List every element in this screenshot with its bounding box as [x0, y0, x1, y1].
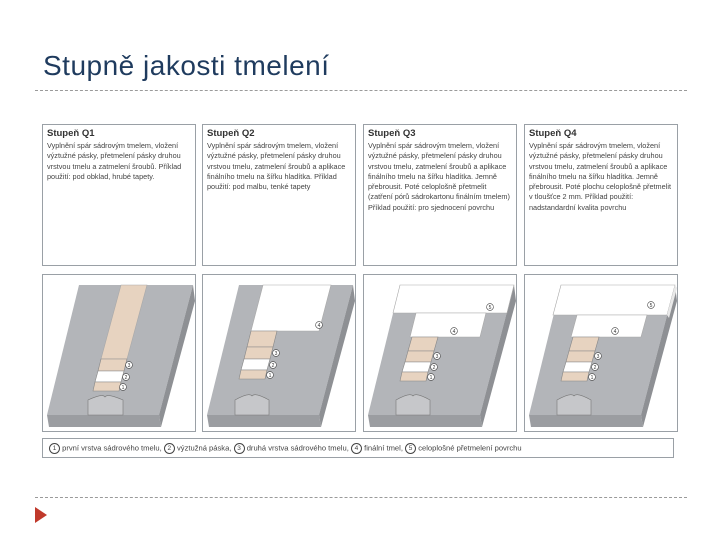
joint-groove [235, 395, 269, 415]
board-front [368, 415, 482, 427]
final-filler-strip [571, 315, 647, 337]
panel-q1-text [42, 124, 196, 266]
legend-text-4: finální tmel, [364, 443, 403, 453]
svg-text:1: 1 [268, 372, 272, 379]
slide-title: Stupně jakosti tmelení [43, 50, 330, 81]
layer-2 [95, 371, 124, 382]
drywall-q3-drawing [364, 275, 516, 431]
legend-marker-5: 5 [405, 443, 416, 454]
svg-text:2: 2 [271, 362, 275, 369]
panel-q1-title: Stupeň Q1 [47, 128, 95, 139]
joint-groove [396, 395, 430, 415]
illustration-q2 [202, 274, 356, 432]
panel-q2-title: Stupeň Q2 [207, 128, 255, 139]
svg-text:1: 1 [429, 374, 433, 381]
tape-strip [247, 331, 277, 347]
panel-q2-text [202, 124, 356, 266]
svg-text:1: 1 [590, 374, 594, 381]
layer-2 [402, 362, 431, 372]
illustration-q1 [42, 274, 196, 432]
drywall-q4-drawing [525, 275, 677, 431]
layer-2 [563, 362, 592, 372]
drywall-q2-drawing [203, 275, 355, 431]
svg-text:3: 3 [435, 353, 439, 360]
legend-marker-4: 4 [351, 443, 362, 454]
panel-q3-text [363, 124, 517, 266]
svg-text:5: 5 [649, 302, 653, 309]
legend-marker-3: 3 [234, 443, 245, 454]
panel-q4-text [524, 124, 678, 266]
tape-strip [408, 337, 438, 351]
drywall-q1-drawing [43, 275, 195, 431]
panel-q4-title: Stupeň Q4 [529, 128, 577, 139]
panel-q3-title: Stupeň Q3 [368, 128, 416, 139]
overall-skim-coat [393, 285, 514, 313]
layer-2 [241, 359, 270, 370]
layer-3 [405, 351, 434, 362]
svg-text:3: 3 [127, 362, 131, 369]
overall-skim-coat [553, 285, 675, 315]
svg-text:4: 4 [317, 322, 321, 329]
bottom-divider [35, 497, 687, 498]
layer-1 [400, 372, 428, 381]
board-front [47, 415, 161, 427]
svg-text:5: 5 [488, 304, 492, 311]
svg-text:2: 2 [593, 364, 597, 371]
layer-3 [98, 359, 127, 371]
svg-text:2: 2 [432, 364, 436, 371]
legend-text-2: výztužná páska, [176, 443, 232, 453]
panel-q1-body: Vyplnění spár sádrovým tmelem, vložení výztužné pásky, přetmelení pásky druhou vrstvou tmelu a zatmelení šroubů. Příklad použití: pod obklad, hrubé tapety. [47, 141, 182, 181]
layer-1 [93, 382, 121, 391]
legend [42, 438, 674, 458]
quality-levels-figure [36, 118, 682, 458]
layer-1 [239, 370, 267, 379]
board-front [529, 415, 643, 427]
layer-3 [566, 351, 595, 362]
illustration-q3 [363, 274, 517, 432]
legend-text-3: druhá vrstva sádrového tmelu, [246, 443, 349, 453]
panel-q3-body: Vyplnění spár sádrovým tmelem, vložení výztužné pásky, přetmelení pásky druhou vrstvou tmelu, zatmelení šroubů a aplikace finálního tmelu na šířku hladítka. Jemně přebrousit. Poté celoplošně přetmelit (zatření pórů sádrokartonu finálním tmelem) Příklad použití: pro sjednocení povrchu [368, 141, 510, 212]
svg-text:1: 1 [121, 384, 125, 391]
svg-text:4: 4 [452, 328, 456, 335]
legend-marker-2: 2 [164, 443, 175, 454]
joint-groove [557, 395, 591, 415]
next-slide-arrow-icon[interactable] [34, 506, 48, 524]
legend-marker-1: 1 [49, 443, 60, 454]
svg-text:3: 3 [596, 353, 600, 360]
layer-3 [244, 347, 273, 359]
svg-text:3: 3 [274, 350, 278, 357]
illustration-q4 [524, 274, 678, 432]
legend-text-5: celoplošné přetmelení povrchu [418, 443, 522, 453]
tape-strip [569, 337, 599, 351]
top-divider [35, 90, 687, 91]
final-filler-strip [410, 313, 486, 337]
panel-q2-body: Vyplnění spár sádrovým tmelem, vložení výztužné pásky, přetmelení pásky druhou vrstvou tmelu, zatmelení šroubů a aplikace finálního tmelu na šířku hladítka. Příklad použití: pod malbu, tenké tapety [207, 141, 346, 192]
legend-text-1: první vrstva sádrového tmelu, [62, 443, 162, 453]
svg-text:2: 2 [124, 374, 128, 381]
board-front [207, 415, 321, 427]
panel-q4-body: Vyplnění spár sádrovým tmelem, vložení výztužné pásky, přetmelení pásky druhou vrstvou tmelu, zatmelení šroubů a aplikace finálního tmelu na šířku hladítka. Jemně přebrousit. Poté plochu celoplošně přetmelit v tloušťce 2 mm. Příklad použití: nadstandardní kvalita povrchu [529, 141, 671, 212]
layer-1 [561, 372, 589, 381]
joint-groove [88, 396, 123, 415]
svg-text:4: 4 [613, 328, 617, 335]
